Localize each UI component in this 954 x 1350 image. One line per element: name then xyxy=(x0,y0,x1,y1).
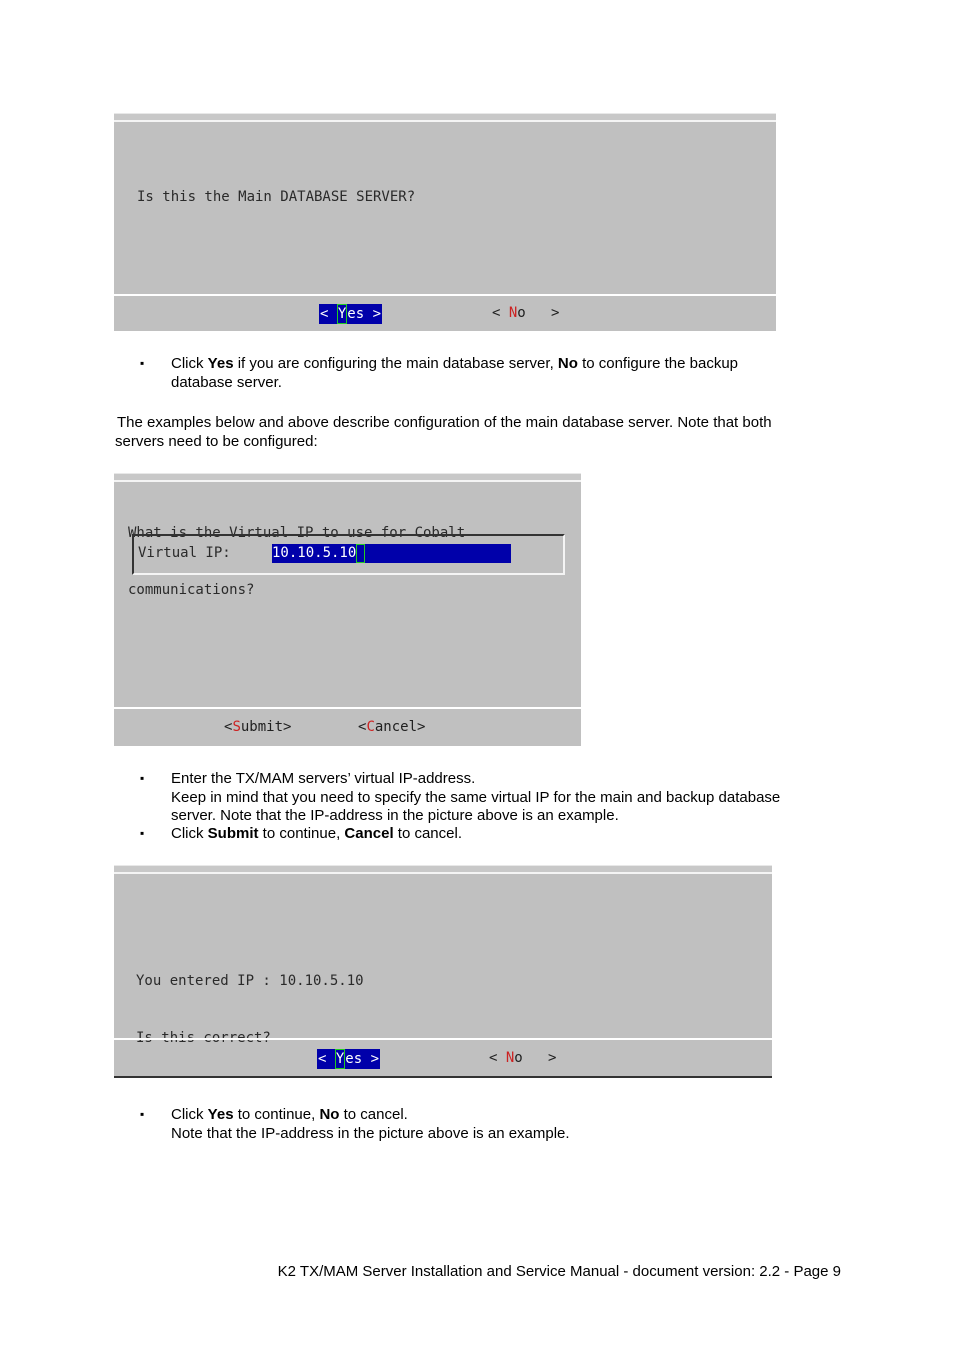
no-button[interactable] xyxy=(489,1049,556,1067)
dialog-question: Is this the Main DATABASE SERVER? xyxy=(137,189,416,205)
yes-button-rest: es > xyxy=(347,306,382,322)
dialog-separator xyxy=(114,707,581,709)
bullet-line: Click Yes if you are configuring the main database server, No to configure the backup xyxy=(171,355,739,372)
text-cursor xyxy=(335,1049,345,1069)
question-line-1: What is the Virtual IP to use for Cobalt xyxy=(128,525,466,541)
bullet-confirm-text xyxy=(171,1106,570,1143)
cancel-button[interactable] xyxy=(358,718,425,736)
submit-bracket: < xyxy=(224,719,233,735)
bullet-submit-text: Click Submit to continue, Cancel to cancel. xyxy=(171,825,462,842)
bullet-line: Enter the TX/MAM servers’ virtual IP-address. xyxy=(171,770,476,787)
yes-button[interactable] xyxy=(317,1049,380,1069)
bullet-line: database server. xyxy=(171,373,282,391)
message-line-1: You entered IP : 10.10.5.10 xyxy=(136,973,364,989)
yes-button-bracket: < xyxy=(318,1051,335,1067)
no-hotkey: N xyxy=(505,1050,515,1066)
dialog-top-border xyxy=(114,865,772,874)
bullet-yes-no-text xyxy=(171,355,738,392)
bullet-line: Click Yes to continue, No to cancel. xyxy=(171,1106,408,1123)
yes-button-rest: es > xyxy=(345,1051,380,1067)
submit-rest: ubmit> xyxy=(240,719,292,735)
text-cursor xyxy=(356,544,365,563)
no-button[interactable] xyxy=(492,304,559,322)
dialog-main-database-server xyxy=(114,113,776,331)
cancel-rest: ancel> xyxy=(374,719,426,735)
dialog-confirm-ip xyxy=(114,865,772,1078)
no-button-bracket: < xyxy=(492,305,509,321)
dialog-top-border xyxy=(114,113,776,122)
page-footer: K2 TX/MAM Server Installation and Service Manual - document version: 2.2 - Page 9 xyxy=(277,1263,841,1280)
bullet-icon: ▪ xyxy=(140,771,145,785)
dialog-separator xyxy=(114,1038,772,1040)
virtual-ip-value: 10.10.5.10 xyxy=(272,545,357,561)
submit-button[interactable] xyxy=(224,718,291,736)
intro-paragraph xyxy=(115,414,772,451)
bullet-icon: ▪ xyxy=(140,1107,145,1121)
yes-button-bracket: < xyxy=(320,306,337,322)
bullet-line: Note that the IP-address in the picture above is an example. xyxy=(171,1124,570,1142)
bullet-line: server. Note that the IP-address in the picture above is an example. xyxy=(171,807,619,824)
bullet-line: Keep in mind that you need to specify the same virtual IP for the main and backup database xyxy=(171,788,781,806)
bullet-icon: ▪ xyxy=(140,356,145,370)
intro-line-2: servers need to be configured: xyxy=(115,432,318,450)
yes-button[interactable] xyxy=(319,304,382,324)
yes-hotkey: Y xyxy=(335,1051,345,1067)
no-button-rest: o > xyxy=(514,1050,557,1066)
cancel-bracket: < xyxy=(358,719,367,735)
cancel-hotkey: C xyxy=(366,719,375,735)
question-line-2: communications? xyxy=(128,582,255,598)
yes-hotkey: Y xyxy=(337,306,347,322)
no-hotkey: N xyxy=(508,305,518,321)
no-button-bracket: < xyxy=(489,1050,506,1066)
dialog-separator xyxy=(114,294,776,296)
text-cursor xyxy=(337,304,347,324)
intro-line-1: The examples below and above describe configuration of the main database server. Note that both xyxy=(117,414,772,431)
bullet-enter-ip-text xyxy=(171,770,780,826)
message-line-2: Is this correct? xyxy=(136,1030,271,1046)
no-button-rest: o > xyxy=(517,305,560,321)
submit-hotkey: S xyxy=(232,719,241,735)
virtual-ip-label: Virtual IP: xyxy=(138,545,231,561)
bullet-icon: ▪ xyxy=(140,826,145,840)
dialog-top-border xyxy=(114,473,581,482)
virtual-ip-input[interactable] xyxy=(272,544,511,563)
dialog-virtual-ip xyxy=(114,473,581,746)
dialog-bottom-border xyxy=(114,1076,772,1078)
